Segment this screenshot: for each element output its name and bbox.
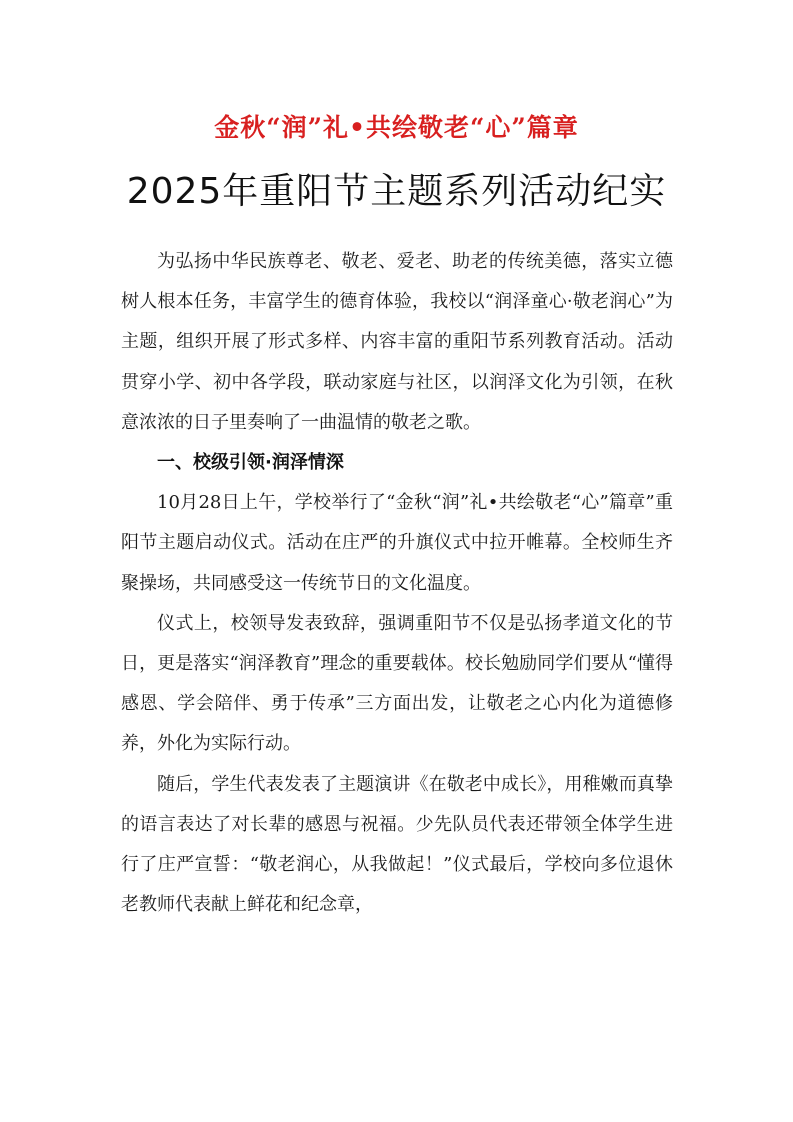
body-paragraph: 随后，学生代表发表了主题演讲《在敬老中成长》，用稚嫩而真挚的语言表达了对长辈的感恩与祝福。少先队员代表还带领全体学生进行了庄严宣誓：“敬老润心，从我做起！”仪式最后，学校向多位退休老教师代表献上鲜花和纪念章， [121, 773, 673, 916]
body-paragraph: 10月28日上午，学校举行了“金秋“润”礼•共绘敬老“心”篇章”重阳节主题启动仪式。活动在庄严的升旗仪式中拉开帷幕。全校师生齐聚操场，共同感受这一传统节日的文化温度。 [121, 492, 673, 594]
document-body [121, 242, 673, 925]
intro-paragraph: 为弘扬中华民族尊老、敬老、爱老、助老的传统美德，落实立德树人根本任务，丰富学生的德育体验，我校以“润泽童心·敬老润心”为主题，组织开展了形式多样、内容丰富的重阳节系列教育活动。活动贯穿小学、初中各学段，联动家庭与社区，以润泽文化为引领，在秋意浓浓的日子里奏响了一曲温情的敬老之歌。 [121, 251, 673, 433]
section-heading: 一、校级引领·润泽情深 [157, 452, 344, 474]
body-paragraph: 仪式上，校领导发表致辞，强调重阳节不仅是弘扬孝道文化的节日，更是落实“润泽教育”理念的重要载体。校长勉励同学们要从“懂得感恩、学会陪伴、勇于传承”三方面出发，让敬老之心内化为道德修养，外化为实际行动。 [121, 612, 673, 755]
document-title: 2025年重阳节主题系列活动纪实 [126, 171, 667, 212]
document-subtitle: 金秋“润”礼•共绘敬老“心”篇章 [214, 113, 579, 142]
